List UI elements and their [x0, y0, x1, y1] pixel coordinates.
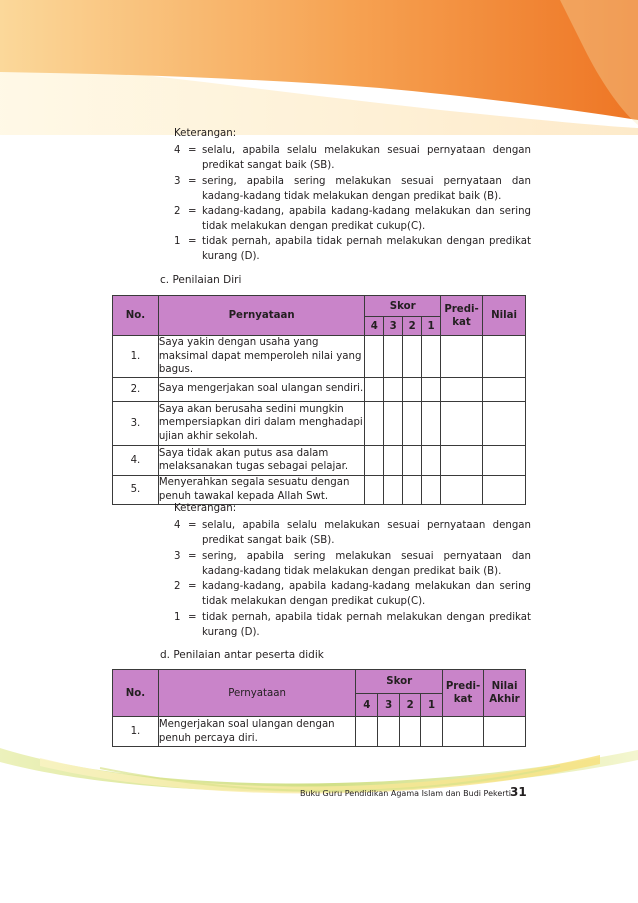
table-row [113, 445, 526, 475]
keterangan-number: 3 [174, 176, 181, 187]
keterangan-number: 1 [174, 612, 181, 623]
keterangan-item [174, 580, 531, 610]
score-cell[interactable] [365, 475, 384, 504]
header-score-2: 2 [400, 694, 421, 717]
keterangan-equals: = [188, 206, 197, 217]
score-cell[interactable] [422, 445, 441, 475]
header-no: No. [113, 670, 159, 717]
keterangan-title: Keterangan: [174, 503, 237, 514]
score-cell[interactable] [384, 336, 403, 378]
row-number: 1. [113, 717, 159, 747]
score-cell[interactable] [365, 445, 384, 475]
keterangan-number: 3 [174, 551, 181, 562]
nilai-cell[interactable] [483, 377, 526, 401]
keterangan-text: tidak pernah, apabila tidak pernah melakukan dengan predikat kurang (D). [202, 612, 531, 638]
footer-wave-decoration [0, 740, 638, 810]
keterangan-text: selalu, apabila selalu melakukan sesuai pernyataan dengan predikat sangat baik (SB). [202, 520, 531, 546]
row-statement: Saya yakin dengan usaha yang maksimal dapat memperoleh nilai yang bagus. [158, 336, 364, 378]
score-cell[interactable] [365, 336, 384, 378]
score-cell[interactable] [422, 475, 441, 504]
keterangan-equals: = [188, 551, 197, 562]
row-statement: Saya akan berusaha sedini mungkin mempersiapkan diri dalam menghadapi ujian akhir sekolah. [158, 401, 364, 445]
score-cell[interactable] [422, 401, 441, 445]
header-score-4: 4 [356, 694, 378, 717]
keterangan-text: kadang-kadang, apabila kadang-kadang melakukan dan sering tidak melakukan dengan predikat cukup(C). [202, 206, 531, 232]
section-heading-penilaian-diri: c. Penilaian Diri [160, 274, 242, 286]
predikat-cell[interactable] [441, 377, 483, 401]
header-nilai-akhir: Nilai Akhir [484, 670, 526, 717]
table-row [113, 401, 526, 445]
keterangan-number: 1 [174, 236, 181, 247]
row-statement: Saya mengerjakan soal ulangan sendiri. [158, 377, 364, 401]
score-cell[interactable] [403, 475, 422, 504]
self-assessment-table [112, 295, 526, 505]
score-cell[interactable] [365, 377, 384, 401]
score-cell[interactable] [422, 336, 441, 378]
page-number: 31 [510, 785, 527, 799]
nilai-cell[interactable] [483, 401, 526, 445]
nilai-cell[interactable] [483, 445, 526, 475]
header-score-2: 2 [403, 317, 422, 336]
row-number: 3. [113, 401, 159, 445]
keterangan-item [174, 550, 531, 580]
header-score-1: 1 [421, 694, 443, 717]
header-skor: Skor [356, 670, 443, 694]
predikat-cell[interactable] [441, 336, 483, 378]
predikat-cell[interactable] [441, 401, 483, 445]
score-cell[interactable] [403, 401, 422, 445]
header-score-4: 4 [365, 317, 384, 336]
score-cell[interactable] [384, 475, 403, 504]
header-score-3: 3 [384, 317, 403, 336]
row-statement: Menyerahkan segala sesuatu dengan penuh tawakal kepada Allah Swt. [158, 475, 364, 504]
keterangan-number: 4 [174, 520, 181, 531]
score-cell[interactable] [384, 445, 403, 475]
score-cell[interactable] [403, 336, 422, 378]
row-statement: Saya tidak akan putus asa dalam melaksanakan tugas sebagai pelajar. [158, 445, 364, 475]
score-cell[interactable] [403, 445, 422, 475]
keterangan-item [174, 611, 531, 641]
predikat-cell[interactable] [441, 445, 483, 475]
keterangan-item [174, 205, 531, 235]
predikat-cell[interactable] [441, 475, 483, 504]
keterangan-item [174, 175, 531, 205]
keterangan-equals: = [188, 581, 197, 592]
header-predikat: Predi-kat [441, 296, 483, 336]
keterangan-title: Keterangan: [174, 128, 237, 139]
keterangan-text: selalu, apabila selalu melakukan sesuai pernyataan dengan predikat sangat baik (SB). [202, 145, 531, 171]
keterangan-equals: = [188, 520, 197, 531]
keterangan-number: 2 [174, 581, 181, 592]
peer-assessment-table [112, 669, 526, 747]
keterangan-equals: = [188, 236, 197, 247]
header-score-1: 1 [422, 317, 441, 336]
header-pernyataan: Pernyataan [158, 296, 364, 336]
table-row [113, 475, 526, 504]
row-number: 2. [113, 377, 159, 401]
score-cell[interactable] [384, 377, 403, 401]
nilai-cell[interactable] [483, 336, 526, 378]
header-score-3: 3 [378, 694, 400, 717]
keterangan-text: sering, apabila sering melakukan sesuai pernyataan dan kadang-kadang tidak melakukan dengan predikat baik (B). [202, 176, 531, 202]
score-cell[interactable] [403, 377, 422, 401]
header-skor: Skor [365, 296, 441, 317]
keterangan-item [174, 144, 531, 174]
keterangan-text: kadang-kadang, apabila kadang-kadang melakukan dan sering tidak melakukan dengan predikat cukup(C). [202, 581, 531, 607]
header-nilai: Nilai [483, 296, 526, 336]
header-no: No. [113, 296, 159, 336]
keterangan-text: tidak pernah, apabila tidak pernah melakukan dengan predikat kurang (D). [202, 236, 531, 262]
keterangan-item [174, 519, 531, 549]
score-cell[interactable] [365, 401, 384, 445]
header-banner-decoration [0, 0, 638, 135]
keterangan-number: 4 [174, 145, 181, 156]
header-pernyataan: Pernyataan [158, 670, 355, 717]
footer-book-title: Buku Guru Pendidikan Agama Islam dan Budi Pekerti [300, 789, 511, 798]
keterangan-number: 2 [174, 206, 181, 217]
row-statement: Mengerjakan soal ulangan dengan penuh percaya diri. [158, 717, 355, 747]
keterangan-text: sering, apabila sering melakukan sesuai pernyataan dan kadang-kadang tidak melakukan dengan predikat baik (B). [202, 551, 531, 577]
row-number: 5. [113, 475, 159, 504]
table-row [113, 377, 526, 401]
keterangan-equals: = [188, 612, 197, 623]
table-row [113, 336, 526, 378]
nilai-cell[interactable] [483, 475, 526, 504]
score-cell[interactable] [422, 377, 441, 401]
score-cell[interactable] [384, 401, 403, 445]
section-heading-penilaian-antar-peserta: d. Penilaian antar peserta didik [160, 649, 324, 661]
keterangan-equals: = [188, 145, 197, 156]
row-number: 1. [113, 336, 159, 378]
keterangan-item [174, 235, 531, 265]
keterangan-equals: = [188, 176, 197, 187]
header-predikat: Predi-kat [443, 670, 484, 717]
row-number: 4. [113, 445, 159, 475]
